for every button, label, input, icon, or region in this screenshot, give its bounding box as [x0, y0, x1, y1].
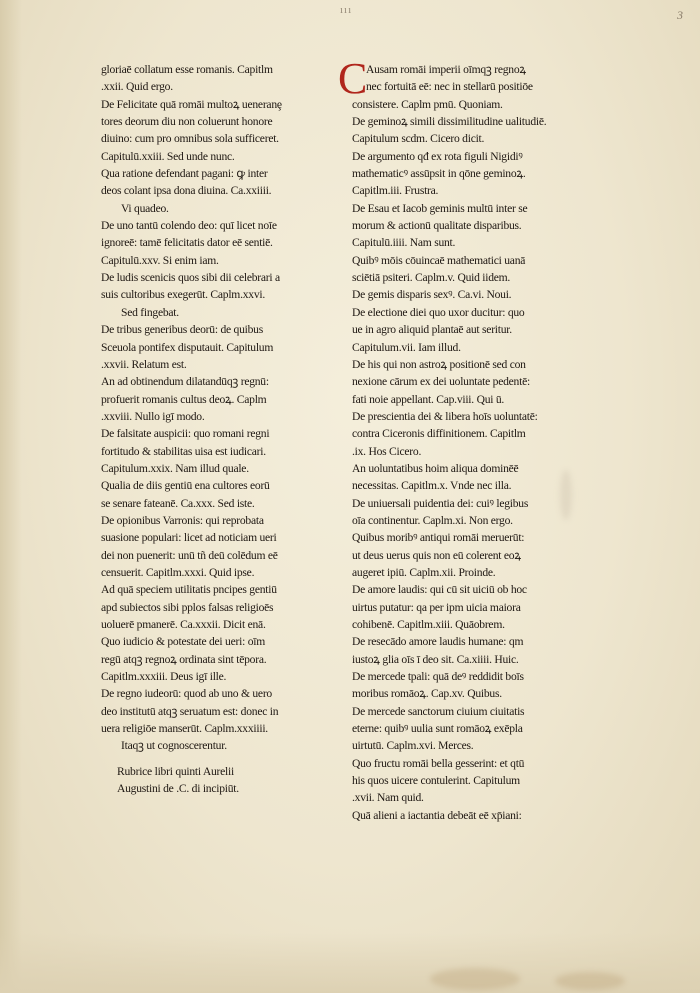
text-line: De amore laudis: qui cū sit uiciū ob hoc	[352, 583, 527, 597]
text-line: Itaqꝫ ut cognoscerentur.	[121, 739, 227, 753]
text-line: moribus romāoꝝ. Cap.xv. Quibus.	[352, 687, 502, 701]
text-line: eterne: quibꝰ uulia sunt romāoꝝ exēpla	[352, 722, 523, 736]
text-line: nec fortuitā eē: nec in stellarū positiōe	[366, 80, 533, 94]
text-line: De prescientia dei & libera hoīs uoluntatē:	[352, 409, 538, 423]
text-line: Capitulum.vii. Iam illud.	[352, 340, 461, 354]
text-line: An ad obtinendum dilatandūqꝫ regnū:	[101, 375, 269, 389]
text-line: Capitulū.xxiii. Sed unde nunc.	[101, 149, 235, 163]
text-line: Vi quadeo.	[121, 201, 169, 215]
text-line: dei non puenerit: unū tñ deū colēdum eē	[101, 548, 278, 562]
page-edge-left	[0, 0, 22, 993]
text-line: ignoreē: tamē felicitatis dator eē sentiē.	[101, 236, 273, 250]
text-line: Capitulū.xxv. Si enim iam.	[101, 253, 219, 267]
text-line: De tribus generibus deorū: de quibus	[101, 323, 263, 337]
text-line: .xxviii. Nullo igī modo.	[101, 409, 205, 423]
right-column-lines	[352, 61, 554, 824]
text-line: censuerit. Capitlm.xxxi. Quid ipse.	[101, 565, 255, 579]
text-line: consistere. Caplm pmū. Quoniam.	[352, 97, 503, 111]
text-line: Capitulum.xxix. Nam illud quale.	[101, 461, 249, 475]
text-line: De electione diei quo uxor ducitur: quo	[352, 305, 525, 319]
text-line: De his qui non astroꝝ positionē sed con	[352, 357, 526, 371]
text-line: Capitulum scdm. Cicero dicit.	[352, 132, 485, 146]
text-line: De regno iudeorū: quod ab uno & uero	[101, 687, 272, 701]
folio-number: 3	[677, 8, 683, 22]
text-line: his quos uicere contulerint. Capitulum	[352, 774, 520, 788]
text-line: suis cultoribus exegerūt. Caplm.xxvi.	[101, 288, 265, 302]
text-line: De ludis scenicis quos sibi dii celebrari a	[101, 271, 280, 285]
text-line: De mercede tpali: quā deꝰ reddidit boīs	[352, 670, 524, 684]
text-line: Ad quā speciem utilitatis pncipes gentiū	[101, 583, 277, 597]
text-line: Capitlm.xxxiii. Deus igī ille.	[101, 670, 227, 684]
text-line: Sceuola pontifex disputauit. Capitulum	[101, 340, 274, 354]
text-line: Quibus moribꝰ antiqui romāi meruerūt:	[352, 531, 525, 545]
text-line: ue in agro aliquid plantaē aut seritur.	[352, 323, 512, 337]
text-line: Augustini de .C. di incipiūt.	[117, 782, 239, 796]
text-line: diuino: cum pro omnibus sola sufficeret.	[101, 132, 279, 146]
text-line: Quo fructu romāi bella gesserint: et qtū	[352, 756, 525, 770]
text-line: augeret ipiū. Caplm.xii. Proinde.	[352, 565, 496, 579]
text-line: De resecādo amore laudis humane: qm	[352, 635, 524, 649]
text-line: Quā alieni a iactantia debeāt eē xp̄iani:	[352, 808, 522, 822]
text-line: profuerit romanis cultus deoꝝ. Caplm	[101, 392, 267, 406]
text-line: Qualia de diis gentiū ena cultores eorū	[101, 479, 270, 493]
text-line: De falsitate auspicii: quo romani regni	[101, 427, 270, 441]
text-line: mathematicꝰ assūpsit in qōne geminoꝝ.	[352, 167, 526, 181]
text-line: iustoꝝ glia oīs ī deo sit. Ca.xiiii. Huic.	[352, 652, 519, 666]
text-line: De opionibus Varronis: qui reprobata	[101, 513, 264, 527]
text-line: De argumento qđ ex rota figuli Nigidiꝰ	[352, 149, 523, 163]
text-line: cohibenē. Capitlm.xiii. Quāobrem.	[352, 618, 505, 631]
text-line: uera religiōe manserūt. Caplm.xxxiiii.	[101, 722, 268, 736]
text-line: Quo iudicio & potestate dei ueri: oīm	[101, 635, 265, 649]
text-line: .xxii. Quid ergo.	[101, 80, 173, 94]
text-line: Rubrice libri quinti Aurelii	[117, 764, 234, 778]
text-line: .xxvii. Relatum est.	[101, 357, 187, 371]
text-line: sciētiā psiteri. Caplm.v. Quid iidem.	[352, 271, 511, 285]
text-line: deo institutū atqꝫ seruatum est: donec in	[101, 704, 279, 718]
text-line: An uoluntatibus hoim aliqua dominēē	[352, 461, 519, 475]
text-line	[101, 755, 301, 763]
text-line: contra Ciceronis diffinitionem. Capitlm	[352, 427, 526, 441]
text-line: apd subiectos sibi pplos falsas religioēs	[101, 600, 274, 614]
text-line: De Esau et Iacob geminis multū inter se	[352, 201, 528, 215]
text-line: suasione populari: licet ad noticiam ueri	[101, 531, 277, 545]
running-head: ııı	[340, 4, 353, 16]
text-line: se senare fateanē. Ca.xxx. Sed iste.	[101, 496, 255, 510]
right-column	[338, 54, 554, 824]
text-line: ut deus uerus quis non eū colerent eoꝝ	[352, 548, 521, 562]
stain	[560, 470, 572, 520]
left-column	[101, 61, 301, 797]
text-line: Capitlm.iii. Frustra.	[352, 184, 439, 198]
text-line: Qua ratione defendant pagani: ꝙ inter	[101, 167, 268, 181]
text-line: uirtutū. Caplm.xvi. Merces.	[352, 739, 474, 753]
text-line: Quibꝰ mōis cōuincaē mathematici uanā	[352, 253, 526, 267]
text-line: uoluerē pmanerē. Ca.xxxii. Dicit enā.	[101, 618, 266, 631]
text-line: .xvii. Nam quid.	[352, 791, 424, 805]
text-line: Capitulū.iiii. Nam sunt.	[352, 236, 456, 250]
text-line: necessitas. Capitlm.x. Vnde nec illa.	[352, 479, 512, 493]
text-line: nexione cārum ex dei uoluntate pedentē:	[352, 375, 530, 389]
text-line: De gemis disparis sexꝰ. Ca.vi. Noui.	[352, 288, 512, 302]
text-line: fati noie appellant. Cap.viii. Qui ū.	[352, 392, 505, 406]
text-line: morum & actionū qualitate disparibus.	[352, 219, 522, 233]
rubricated-initial: C	[338, 54, 368, 103]
text-line: Sed fingebat.	[121, 305, 179, 319]
text-line: De Felicitate quā romāi multoꝝ ueneranȩ	[101, 97, 282, 111]
stain	[430, 968, 520, 990]
text-line: oīa continentur. Caplm.xi. Non ergo.	[352, 513, 513, 527]
stain	[555, 972, 625, 990]
text-line: tores deorum diu non coluerunt honore	[101, 115, 273, 129]
text-line: De geminoꝝ simili dissimilitudine ualitudiē.	[352, 115, 547, 129]
text-line: uirtus putatur: qa per ipm uicia maiora	[352, 600, 521, 614]
text-line: De uniuersali puidentia dei: cuiꝰ legibus	[352, 496, 529, 510]
text-line: Ausam romāi imperii oīmqꝫ regnoꝝ	[366, 63, 526, 76]
text-line: De mercede sanctorum ciuium ciuitatis	[352, 704, 525, 718]
text-line: De uno tantū colendo deo: quī licet noīe	[101, 219, 277, 233]
text-line: .ix. Hos Cicero.	[352, 444, 422, 458]
text-line: fortitudo & stabilitas uisa est iudicari.	[101, 444, 266, 458]
text-line: gloriaē collatum esse romanis. Capitlm	[101, 63, 273, 76]
text-line: deos colant ipsa dona diuina. Ca.xxiiii.	[101, 184, 272, 198]
text-line: regū atqꝫ regnoꝝ ordinata sint tēpora.	[101, 652, 267, 666]
